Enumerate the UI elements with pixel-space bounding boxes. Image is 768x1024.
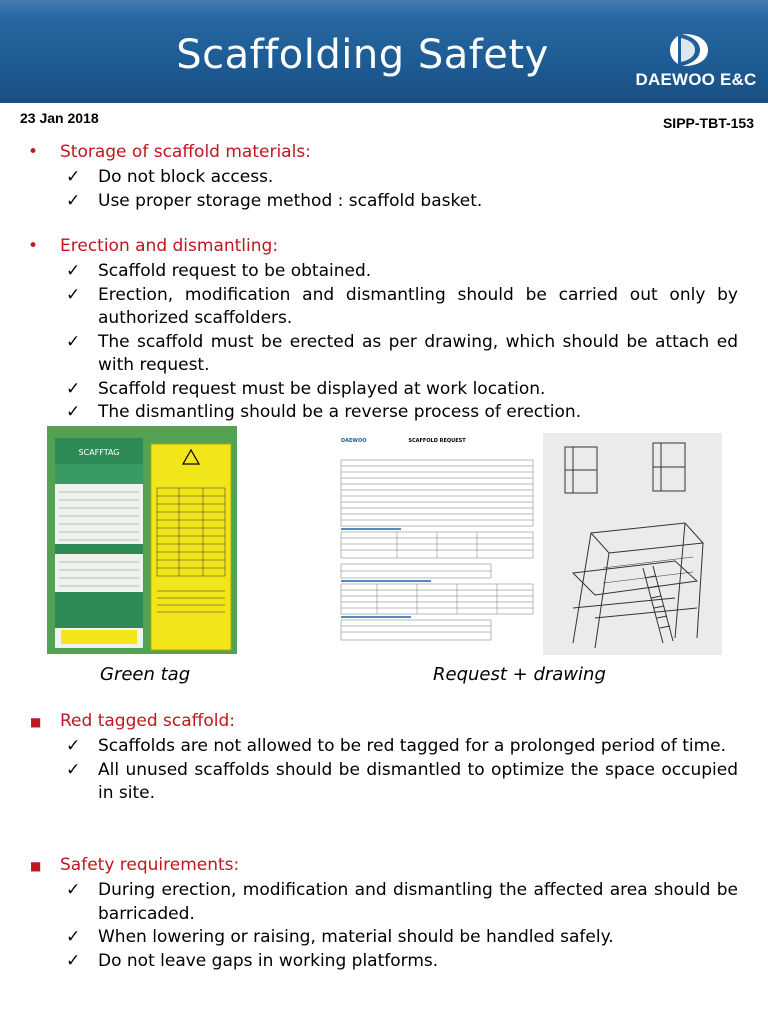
svg-text:SCAFFTAG: SCAFFTAG xyxy=(78,448,120,457)
scaffold-request-form-photo xyxy=(337,432,537,654)
checkmark-icon: ✓ xyxy=(66,759,81,780)
section-safety xyxy=(0,855,768,973)
page-title: Scaffolding Safety xyxy=(176,32,549,78)
section-heading xyxy=(0,855,768,879)
list-item-text: Scaffolds are not allowed to be red tagged for a prolonged period of time. xyxy=(98,736,727,756)
checkmark-icon: ✓ xyxy=(66,284,81,305)
list-item-text: Scaffold request must be displayed at work location. xyxy=(98,378,546,399)
green-tag-photo xyxy=(47,426,237,654)
scaffold-tag-image xyxy=(47,426,237,654)
list-item-text: The dismantling should be a reverse process of erection. xyxy=(98,402,582,422)
list-item xyxy=(0,879,768,926)
list-item xyxy=(0,759,768,806)
company-logo xyxy=(626,30,766,90)
bullet-icon: • xyxy=(28,236,39,256)
list-item-text: When lowering or raising, material should be handled safely. xyxy=(98,927,614,947)
logo-text: DAEWOO E&C xyxy=(635,70,757,89)
checkmark-icon: ✓ xyxy=(66,190,81,211)
list-item xyxy=(0,260,768,284)
list-item xyxy=(0,378,768,402)
checkmark-icon: ✓ xyxy=(66,167,81,187)
checkmark-icon: ✓ xyxy=(66,927,81,947)
section-heading-text: Red tagged scaffold: xyxy=(60,711,235,731)
list-item-text: Do not block access. xyxy=(98,167,274,187)
list-item-text: Do not leave gaps in working platforms. xyxy=(98,950,439,971)
daewoo-logo-icon xyxy=(626,30,766,70)
list-item xyxy=(0,166,768,190)
section-heading xyxy=(0,142,768,166)
section-storage xyxy=(0,142,768,213)
header-banner xyxy=(0,0,768,103)
section-heading-text: Safety requirements: xyxy=(60,855,240,875)
svg-text:SCAFFOLD REQUEST: SCAFFOLD REQUEST xyxy=(408,438,466,444)
square-bullet-icon: ■ xyxy=(30,859,42,873)
date: 23 Jan 2018 xyxy=(20,110,99,126)
section-erection xyxy=(0,236,768,425)
list-item xyxy=(0,950,768,974)
list-item-text: Erection, modification and dismantling should be carried out only by authorized scaffolders. xyxy=(98,284,738,328)
section-heading xyxy=(0,236,768,260)
section-heading-text: Erection and dismantling: xyxy=(60,236,279,256)
svg-text:DAEWOO: DAEWOO xyxy=(341,438,367,444)
list-item-text: During erection, modification and dismantling the affected area should be barricaded. xyxy=(98,880,738,924)
checkmark-icon: ✓ xyxy=(66,261,81,281)
list-item-text: Use proper storage method : scaffold basket. xyxy=(98,190,483,211)
list-item xyxy=(0,735,768,759)
checkmark-icon: ✓ xyxy=(66,402,81,422)
checkmark-icon: ✓ xyxy=(66,331,81,352)
section-heading-text: Storage of scaffold materials: xyxy=(60,142,311,162)
document-number: SIPP-TBT-153 xyxy=(662,115,754,131)
scaffold-drawing-photo xyxy=(543,433,722,655)
list-item xyxy=(0,926,768,950)
list-item xyxy=(0,401,768,425)
section-heading xyxy=(0,711,768,735)
bullet-icon: • xyxy=(28,142,39,162)
list-item-text: The scaffold must be erected as per drawing, which should be attach ed with request. xyxy=(98,331,738,375)
list-item xyxy=(0,190,768,214)
checkmark-icon: ✓ xyxy=(66,880,81,900)
list-item-text: All unused scaffolds should be dismantled to optimize the space occupied in site. xyxy=(98,759,738,803)
green-tag-caption: Green tag xyxy=(100,664,191,685)
checkmark-icon: ✓ xyxy=(66,950,81,971)
square-bullet-icon: ■ xyxy=(30,715,42,729)
checkmark-icon: ✓ xyxy=(66,736,81,756)
list-item-text: Scaffold request to be obtained. xyxy=(98,261,372,281)
scaffold-drawing-image xyxy=(543,433,722,655)
request-drawing-caption: Request + drawing xyxy=(433,664,606,685)
checkmark-icon: ✓ xyxy=(66,378,81,399)
request-form-image xyxy=(337,432,537,654)
section-red-tag xyxy=(0,711,768,806)
list-item xyxy=(0,331,768,378)
list-item xyxy=(0,284,768,331)
